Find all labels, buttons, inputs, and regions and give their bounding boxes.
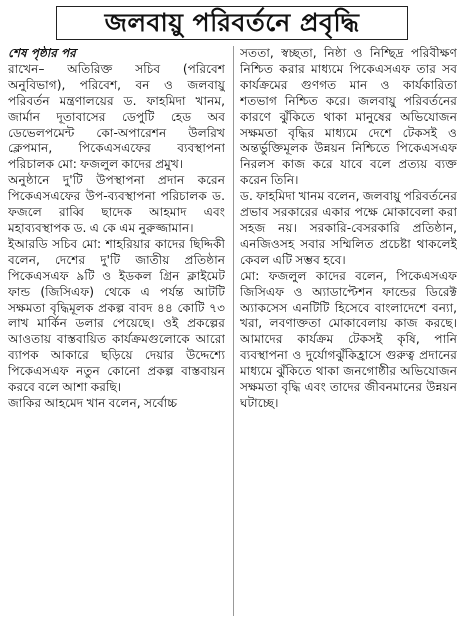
headline: জলবায়ু পরিবর্তনে প্রবৃদ্ধি <box>104 8 360 37</box>
paragraph: জাকির আহমেদ খান বলেন, সর্বোচ্চ <box>8 395 178 410</box>
paragraph: সততা, স্বচ্ছতা, নিষ্ঠা ও নিশ্ছিদ্র পরিবীক্ষণ নিশ্চিত করার মাধ্যমে পিকেএসএফ তার সব কার্যক্রমের গুণগত মান ও কার্যকারিতা শতভাগ নিশ্চিত করে। জলবায়ু পরিবর্তনের কারণে ঝুঁকিতে থাকা মানুষের অভিযোজন সক্ষমতা বৃদ্ধির মাধ্যমে দেশে টেকসই ও অন্তর্ভুক্তিমূলক উন্নয়ন নিশ্চিতে পিকেএসএফ নিরলস কাজ করে যাবে বলে প্রত্যয় ব্যক্ত করেন তিনি। <box>240 46 457 188</box>
headline-box <box>56 6 408 40</box>
article-column-left <box>8 46 225 618</box>
column-divider <box>233 46 234 616</box>
article-column-right <box>240 46 457 618</box>
continued-from-label: শেষ পৃষ্ঠার পর <box>8 46 76 60</box>
paragraph: রাখেন– অতিরিক্ত সচিব (পরিবেশ অনুবিভাগ), পরিবেশ, বন ও জলবায়ু পরিবর্তন মন্ত্রণালয়ের ড. ফাহমিদা খানম, জার্মান দূতাবাসের ডেপুটি হেড অব ডেভেলপমেন্ট কো-অপারেশন উলরিখ ক্লেপমান, পিকেএসএফের ব্যবস্থাপনা পরিচালক মো: ফজলুল কাদের প্রমুখ। <box>8 61 225 172</box>
paragraph: ড. ফাহমিদা খানম বলেন, জলবায়ু পরিবর্তনের প্রভাব সরকারের একার পক্ষে মোকাবেলা করা সহজ নয়। সরকারি-বেসরকারি প্রতিষ্ঠান, এনজিওসহ সবার সম্মিলিত প্রচেষ্টা থাকলেই কেবল এটি সম্ভব হবে। <box>240 189 457 267</box>
paragraph: অনুষ্ঠানে দু'টি উপস্থাপনা প্রদান করেন পিকেএসএফের উপ-ব্যবস্থাপনা পরিচালক ড. ফজলে রাব্বি ছাদেক আহমাদ এবং মহাব্যবস্থাপক ড. এ কে এম নুরুজ্জামান। <box>8 173 225 235</box>
paragraph: মো: ফজলুল কাদের বলেন, পিকেএসএফ জিসিএফ ও অ্যাডাপ্টেশন ফান্ডের ডিরেক্ট অ্যাকসেস এনটিটি হিসেবে বাংলাদেশে বন্যা, খরা, লবণাক্ততা মোকাবেলায় কাজ করছে। আমাদের কার্যক্রম টেকসই কৃষি, পানি ব্যবস্থাপনা ও দুর্যোগঝুঁকিহ্রাসে গুরুত্ব প্রদানের মাধ্যমে ঝুঁকিতে থাকা জনগোষ্ঠীর অভিযোজন সক্ষমতা বৃদ্ধি এবং তাদের জীবনমানের উন্নয়ন ঘটাচ্ছে। <box>240 268 457 410</box>
paragraph: ইআরডি সচিব মো: শাহরিয়ার কাদের ছিদ্দিকী বলেন, দেশের দু'টি জাতীয় প্রতিষ্ঠান পিকেএসএফ ৯টি ও ইডকল গ্রিন ক্লাইমেট ফান্ড (জিসিএফ) থেকে এ পর্যন্ত আটটি সক্ষমতা বৃদ্ধিমূলক প্রকল্প বাবদ ৪৪ কোটি ৭৩ লাখ মার্কিন ডলার পেয়েছে। ওই প্রকল্পের আওতায় বাস্তবায়িত কার্যক্রমগুলোকে আরো ব্যাপক আকারে ছড়িয়ে দেয়ার উদ্দেশ্যে পিকেএসএফ নতুন কোনো প্রকল্প বাস্তবায়ন করবে বলে আশা করছি। <box>8 236 225 395</box>
